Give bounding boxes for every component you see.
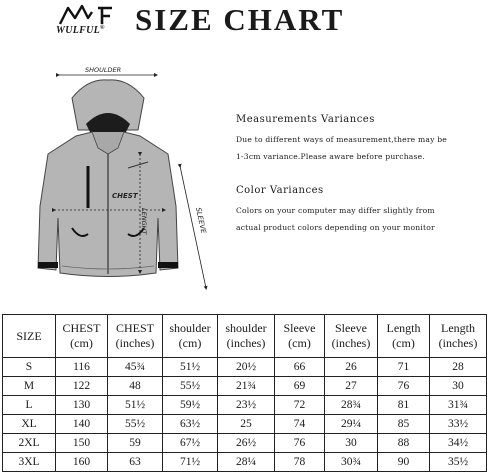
column-header: Length (cm) (378, 315, 430, 358)
size-cell: 3XL (3, 453, 56, 472)
table-cell: 59 (108, 434, 163, 453)
size-cell: XL (3, 415, 56, 434)
note-line: 1-3cm variance.Please aware before purchase. (236, 152, 425, 161)
table-cell: 116 (56, 358, 108, 377)
column-header: SIZE (3, 315, 56, 358)
table-cell: 33½ (430, 415, 487, 434)
table-cell: 26 (325, 358, 378, 377)
table-cell: 88 (378, 434, 430, 453)
table-cell: 27 (325, 377, 378, 396)
table-cell: 28 (430, 358, 487, 377)
size-cell: 2XL (3, 434, 56, 453)
table-cell: 66 (275, 358, 325, 377)
chest-label: CHEST (112, 192, 138, 200)
length-label: LENGHT (140, 208, 148, 235)
table-row (3, 377, 487, 396)
table-cell: 51½ (108, 396, 163, 415)
table-cell: 63 (108, 453, 163, 472)
table-cell: 130 (56, 396, 108, 415)
table-row (3, 415, 487, 434)
table-row (3, 396, 487, 415)
table-cell: 72 (275, 396, 325, 415)
table-row (3, 453, 487, 472)
note-line: actual product colors depending on your monitor (236, 223, 435, 232)
table-cell: 59½ (163, 396, 218, 415)
table-cell: 51½ (163, 358, 218, 377)
table-cell: 69 (275, 377, 325, 396)
note-line: Colors on your computer may differ slightly from (236, 206, 435, 215)
table-cell: 90 (378, 453, 430, 472)
table-cell: 30 (430, 377, 487, 396)
table-cell: 23½ (218, 396, 275, 415)
size-cell: S (3, 358, 56, 377)
table-cell: 160 (56, 453, 108, 472)
note-heading: Color Variances (236, 185, 324, 196)
table-cell: 28¾ (325, 396, 378, 415)
table-cell: 28¼ (218, 453, 275, 472)
column-header: CHEST (inches) (108, 315, 163, 358)
jacket-diagram (28, 58, 233, 303)
table-cell: 30 (325, 434, 378, 453)
table-cell: 34½ (430, 434, 487, 453)
column-header: shoulder (inches) (218, 315, 275, 358)
table-row (3, 358, 487, 377)
table-cell: 71 (378, 358, 430, 377)
size-cell: L (3, 396, 56, 415)
size-table (2, 314, 487, 472)
measurement-note (236, 114, 447, 165)
table-cell: 55½ (163, 377, 218, 396)
table-cell: 31¾ (430, 396, 487, 415)
page-title: SIZE CHART (135, 2, 345, 37)
color-note (236, 185, 435, 236)
size-cell: M (3, 377, 56, 396)
table-cell: 25 (218, 415, 275, 434)
table-cell: 67½ (163, 434, 218, 453)
sleeve-label: SLEEVE (194, 206, 208, 235)
note-line: Due to different ways of measurement,there may be (236, 135, 447, 144)
table-cell: 81 (378, 396, 430, 415)
table-cell: 48 (108, 377, 163, 396)
table-cell: 76 (378, 377, 430, 396)
table-cell: 20½ (218, 358, 275, 377)
table-cell: 71½ (163, 453, 218, 472)
table-cell: 45¾ (108, 358, 163, 377)
table-cell: 85 (378, 415, 430, 434)
table-cell: 21¾ (218, 377, 275, 396)
note-heading: Measurements Variances (236, 114, 375, 125)
table-header-row (3, 315, 487, 358)
table-cell: 122 (56, 377, 108, 396)
table-cell: 74 (275, 415, 325, 434)
column-header: Sleeve (inches) (325, 315, 378, 358)
table-cell: 30¾ (325, 453, 378, 472)
table-cell: 150 (56, 434, 108, 453)
table-cell: 35½ (430, 453, 487, 472)
column-header: shoulder (cm) (163, 315, 218, 358)
table-cell: 78 (275, 453, 325, 472)
shoulder-label: SHOULDER (85, 66, 122, 74)
table-cell: 55½ (108, 415, 163, 434)
table-cell: 140 (56, 415, 108, 434)
table-cell: 26½ (218, 434, 275, 453)
table-cell: 63½ (163, 415, 218, 434)
table-cell: 29¼ (325, 415, 378, 434)
table-cell: 76 (275, 434, 325, 453)
brand-wordmark: WULFUL® (56, 25, 105, 36)
column-header: CHEST (cm) (56, 315, 108, 358)
column-header: Length (inches) (430, 315, 487, 358)
column-header: Sleeve (cm) (275, 315, 325, 358)
table-row (3, 434, 487, 453)
